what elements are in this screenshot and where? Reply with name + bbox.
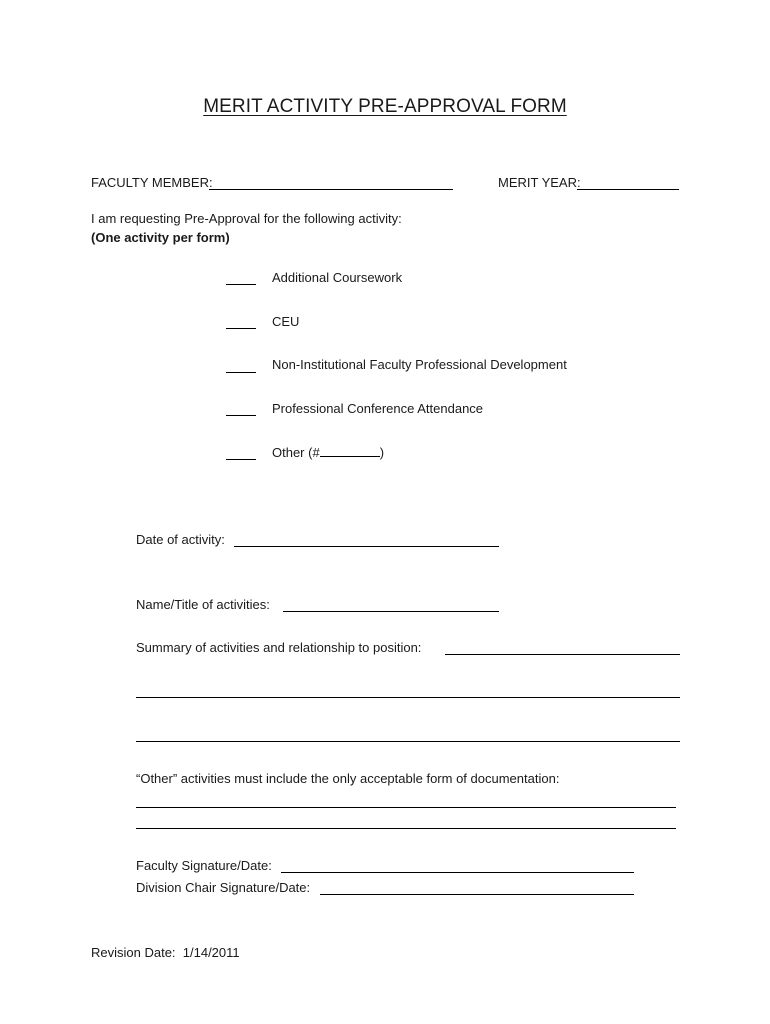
chair-signature-label: Division Chair Signature/Date:: [136, 880, 311, 895]
date-field[interactable]: [234, 546, 499, 547]
other-number-field[interactable]: [320, 444, 380, 457]
other-prefix: Other (#: [272, 445, 320, 460]
faculty-member-label: FACULTY MEMBER:: [91, 175, 213, 190]
other-documentation-note: “Other” activities must include the only acceptable form of documentation:: [136, 771, 560, 786]
summary-label: Summary of activities and relationship to position:: [136, 640, 422, 655]
name-title-field[interactable]: [283, 611, 499, 612]
option-additional-coursework: Additional Coursework: [272, 270, 403, 285]
documentation-field-1[interactable]: [136, 807, 676, 808]
documentation-field-2[interactable]: [136, 828, 676, 829]
faculty-signature-field[interactable]: [281, 872, 634, 873]
other-suffix: ): [379, 445, 385, 460]
request-text: I am requesting Pre-Approval for the following activity:: [91, 211, 402, 226]
summary-field-1[interactable]: [445, 654, 680, 655]
revision-date: Revision Date: 1/14/2011: [91, 945, 240, 960]
option-conference-attendance: Professional Conference Attendance: [272, 401, 484, 416]
date-label: Date of activity:: [136, 532, 225, 547]
option-other: [272, 444, 384, 461]
option-blank-non-institutional[interactable]: [226, 372, 256, 373]
chair-signature-field[interactable]: [320, 894, 634, 895]
merit-year-field[interactable]: [577, 189, 679, 190]
option-ceu: CEU: [272, 314, 300, 329]
option-blank-other[interactable]: [226, 459, 256, 460]
option-non-institutional: Non-Institutional Faculty Professional Development: [272, 357, 567, 372]
option-blank-ceu[interactable]: [226, 328, 256, 329]
option-blank-coursework[interactable]: [226, 284, 256, 285]
summary-field-2[interactable]: [136, 697, 680, 698]
summary-field-3[interactable]: [136, 741, 680, 742]
faculty-signature-label: Faculty Signature/Date:: [136, 858, 272, 873]
one-activity-note: (One activity per form): [91, 230, 230, 245]
merit-year-label: MERIT YEAR:: [498, 175, 581, 190]
name-title-label: Name/Title of activities:: [136, 597, 270, 612]
option-blank-conference[interactable]: [226, 415, 256, 416]
form-title: MERIT ACTIVITY PRE-APPROVAL FORM: [203, 96, 567, 117]
faculty-member-field[interactable]: [209, 189, 453, 190]
